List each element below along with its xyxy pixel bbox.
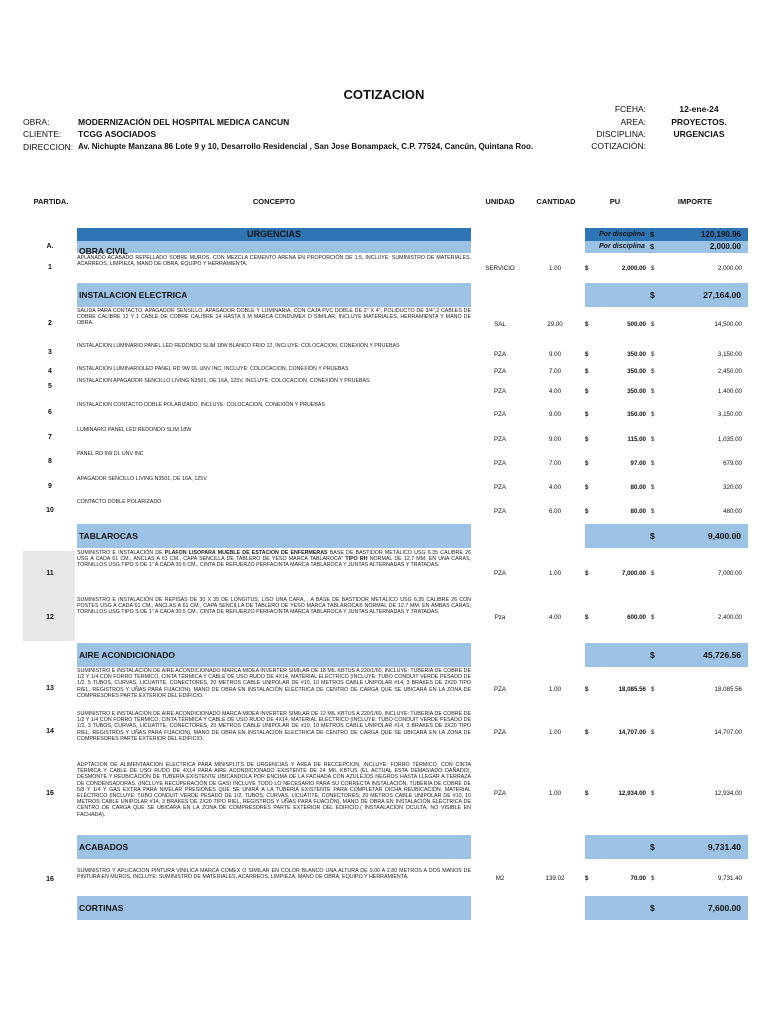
item-amount: 7,000.00 — [717, 570, 742, 577]
item-quantity: 9.00 — [548, 411, 562, 418]
item-amount: 14,707.00 — [714, 729, 742, 736]
item-amount: 2,450.00 — [717, 368, 742, 375]
item-unit-price: 2,000.00 — [621, 265, 646, 272]
item-amount: 3,150.00 — [717, 351, 742, 358]
item-quantity: 9.00 — [548, 436, 562, 443]
disciplina-value: URGENCIAS — [673, 129, 725, 139]
item-pu-currency: $ — [585, 508, 589, 515]
item-unit-price: 14,707.00 — [618, 729, 646, 736]
item-unit: Pza — [494, 614, 506, 621]
item-quantity: 7.00 — [548, 460, 562, 467]
item-description: SALIDA PARA CONTACTO, APAGADOR SENSILLO, APAGADOR DOBLE Y LUMINARIA, CON CAJA PVC DOBLE DE 2" X 4", POLIDUCTO DE 3/4",2 CABLES DE COBRE CALIBRE 12 Y 1 CABLE DE COBRE CALIBRE 14 HASTA 5 M MARCA CONDUMEX O SIMILAR, INCLUYE MATERIALES, HERRAMIENTA Y MANO DE OBRA. — [77, 308, 471, 327]
item-number: 8 — [48, 458, 52, 465]
item-unit-price: 350.00 — [627, 368, 646, 375]
desc-bold-part: TIPO RH — [345, 556, 368, 563]
item-description: CONTACTO DOBLE POLARIZADO — [77, 499, 162, 505]
item-number: 3 — [48, 349, 52, 356]
col-pu: PU — [609, 197, 621, 206]
item-quantity: 4.00 — [548, 614, 562, 621]
item-pu-currency: $ — [585, 460, 589, 467]
section-total-band-aire — [585, 643, 748, 667]
section-title-tablarocas: TABLAROCAS — [79, 531, 138, 541]
section-total-band-acabados — [585, 835, 748, 859]
item-unit-price: 600.00 — [627, 614, 646, 621]
item-number: 12 — [46, 614, 54, 621]
section-total-instalacion: 27,164.00 — [703, 290, 741, 300]
item-number: 2 — [48, 320, 52, 327]
item-unit: SERVICIO — [485, 265, 515, 272]
grand-total: 120,190.96 — [700, 230, 741, 239]
section-title-instalacion: INSTALACION ELECTRICA — [79, 290, 188, 300]
obra-value: MODERNIZACIÓN DEL HOSPITAL MEDICA CANCUN — [78, 117, 290, 127]
item-unit-price: 350.00 — [627, 351, 646, 358]
item-description: SUMINISTRO Y APLICACION PINTURA VINILICA MARCA COMEX O SIMILAR EN COLOR BLANCO UNA ALTURA DE 0.00 A 2.80 METROS A DOS MANOS DE PINTURA EN MUROS, INCLUYE: SUMINISTRO DE MATERIALES, ACARREOS, LIMPIEZA, MANO DE OBRA, EQUIPO Y HERRAMIENTA. — [77, 868, 471, 881]
desc-part: SUMINISTRO E INSTALACIÓN DE — [77, 550, 165, 556]
section-currency: $ — [650, 903, 655, 913]
item-pu-currency: $ — [585, 368, 589, 375]
item-number: 16 — [46, 790, 54, 797]
obra-label: OBRA: — [23, 117, 50, 127]
item-description: APLANADO ACABADO REPELLADO SOBRE MUROS, CON MEZCLA CEMENTO ARENA EN PROPORCIÓN DE 1:5, INCLUYE: SUMINISTRO DE MATERIALES, ACARREOS, LIMPIEZA, MANO DE OBRA, EQUIPO Y HERRAMIENTA. — [77, 255, 471, 268]
item-quantity: 29.00 — [547, 321, 563, 328]
item-imp-currency: $ — [651, 790, 655, 797]
item-quantity: 6.00 — [548, 508, 562, 515]
item-pu-currency: $ — [585, 484, 589, 491]
direccion-value: Av. Nichupte Manzana 86 Lote 9 y 10, Desarrollo Residencial , San Jose Bonampack, C.P. 77524, Cancún, Quintana Roo. — [78, 142, 534, 151]
item-imp-currency: $ — [651, 484, 655, 491]
item-quantity: 4.00 — [548, 388, 562, 395]
item-unit: SAL — [494, 321, 506, 328]
item-number: 6 — [48, 409, 52, 416]
item-imp-currency: $ — [651, 265, 655, 272]
section-total-tablarocas: 9,400.00 — [707, 531, 741, 541]
section-band-aire — [77, 643, 471, 667]
item-pu-currency: $ — [585, 614, 589, 621]
item-unit-price: 80.00 — [630, 508, 646, 515]
section-currency: $ — [650, 842, 655, 852]
section-currency: $ — [650, 531, 655, 541]
col-concepto: CONCEPTO — [252, 197, 296, 206]
item-quantity: 9.00 — [548, 351, 562, 358]
item-unit-price: 70.00 — [630, 875, 646, 882]
item-unit: PZA — [493, 351, 507, 358]
item-amount: 2,400.00 — [717, 614, 742, 621]
col-importe: IMPORTE — [677, 197, 713, 206]
item-pu-currency: $ — [585, 436, 589, 443]
item-amount: 679.00 — [723, 460, 742, 467]
item-pu-currency: $ — [585, 388, 589, 395]
item-unit: PZA — [493, 484, 507, 491]
item-quantity: 139.02 — [545, 875, 565, 882]
col-unidad: UNIDAD — [485, 197, 515, 206]
col-cantidad: CANTIDAD — [536, 197, 576, 206]
item-number: 7 — [48, 434, 52, 441]
cliente-label: CLIENTE: — [23, 129, 62, 139]
item-number: 10 — [46, 507, 54, 514]
item-pu-currency: $ — [585, 321, 589, 328]
item-description: LUMINARIO PANEL LED REDONDO SLIM 18W — [77, 427, 192, 433]
item-description: APAGADOR SENCILLO LIVING N3501, DE 16A, 125V. — [77, 476, 208, 482]
item-pu-currency: $ — [585, 790, 589, 797]
item-unit-price: 500.00 — [627, 321, 646, 328]
fecha-value: 12-ene-24 — [679, 104, 719, 114]
item-imp-currency: $ — [651, 508, 655, 515]
cliente-value: TCGG ASOCIADOS — [78, 129, 157, 139]
section-band-instalacion — [77, 283, 471, 307]
section-currency: $ — [650, 650, 655, 660]
section-total-band-tablarocas — [585, 524, 748, 548]
fecha-label: FCEHA: — [614, 104, 646, 114]
section-total-cortinas: 7,600.00 — [707, 903, 741, 913]
item-unit-price: 18,085.56 — [618, 686, 646, 693]
item-pu-currency: $ — [585, 729, 589, 736]
item-quantity: 7.00 — [548, 368, 562, 375]
item-number: 11 — [46, 570, 54, 577]
desc-part: NORMAL DE 12.7 MM. EN UNA CARAS, TORNILLOS USG TIPO S DE 1" A CADA 30.5 CM., CINTA DE REFUERZO PERFACINTA MARCA TABLAROCA Y JUNTAS ALTERNADAS Y TRATADAS. — [77, 556, 472, 569]
item-amount: 12,934.00 — [714, 790, 742, 797]
area-value: PROYECTOS. — [671, 117, 727, 127]
item-pu-currency: $ — [585, 411, 589, 418]
item-quantity: 1.00 — [548, 729, 562, 736]
item-imp-currency: $ — [651, 368, 655, 375]
section-title-cortinas: CORTINAS — [79, 903, 124, 913]
item-pu-currency: $ — [585, 265, 589, 272]
item-quantity: 1.00 — [548, 686, 562, 693]
item-unit-price: 80.00 — [630, 484, 646, 491]
item-unit-price: 115.00 — [627, 436, 646, 443]
item-unit: PZA — [493, 436, 507, 443]
total-band — [585, 228, 748, 241]
item-unit: M2 — [495, 875, 505, 882]
item-number: 16 — [46, 876, 54, 883]
item-amount: 480.00 — [723, 508, 742, 515]
item-pu-currency: $ — [585, 686, 589, 693]
item-quantity: 1.00 — [548, 570, 562, 577]
item-amount: 1,035.00 — [717, 436, 742, 443]
item-pu-currency: $ — [585, 570, 589, 577]
item-unit-price: 350.00 — [627, 411, 646, 418]
section-band-acabados — [77, 835, 471, 859]
obra-civil-band — [77, 241, 471, 256]
item-imp-currency: $ — [651, 351, 655, 358]
section-total-acabados: 9,731.40 — [707, 842, 741, 852]
item-description: PANEL RD 9W DL UNV INC — [77, 451, 144, 457]
urgencias-title: URGENCIAS — [246, 229, 301, 239]
obra-civil-title: OBRA CIVIL — [79, 246, 128, 256]
item-description: ADPTACION DE ALIMENTAACION ELECTRICA PARA MINISPLITS DE URGENCIAS Y AREA DE RECCEPCION, INCLUYE: FORRO TÉRMICO, CON CINTA TÉRMICA Y CABLE DE USO RUDO DE 4X14 PARA AIRE ACONDICIONADO EXISTENTE DE 24 MIL KBTUS (EL ACTUAL ESTA DEMASIADO DAÑADO), DESMONTE Y REUBICACIÓN DE TUBERÍA EXISTENTE UBICANDOLA POR ENCIMA DE LA FACHADA CON AZULEJOS NEGROS HASTA LLEGAR A TERRAZA DE CONDENSADORAS. (INCLUYE RECUPERACIÓN DE GAS) INCLUYE TODO LO NECESARIO PARA SU CORRECTA INSTALACIÓN, TUBERÍA DE COBRE DE 5/8 Y 1/4 Y GAS EXTRA PARA NIVELAR PRESIONES QUE SE UNIRÁ A LA TUBERÍA EXISTENTE PARA COMPLETAR DICHA REUBICACIÓN, MATERIAL ELÉCTRICO (INCLUYE: TUBO CONDUIT VERDE PESADO DE 1/2, TUBOS, CURVAS, LICUATITE, CONECTORES, 20 METROS CABLE UNIPOLAR DE #10, 10 METROS CABLE UNIPOLAR #14, 3 BRAKES DE 2X20 TIPO RIEL, REGISTROS Y UÑAS PARA FIJACIÓN), MANO DE OBRA EN INSTALACIÓN ELÉCTRICA DE CENTRO DE CARGA QUE SE UBICARÁ EN LA ZONA DE COMPRESORES PARTE EXTERIOR DEL EDIFICIO.( INSTAALACION OCULTA, NO VISIBLE EN FACHADA). — [77, 762, 471, 818]
item-number: 4 — [48, 368, 52, 375]
item-imp-currency: $ — [651, 436, 655, 443]
item-amount: 3,150.00 — [717, 411, 742, 418]
item-unit-price: 97.00 — [630, 460, 646, 467]
desc-part: BASE DE BASTIDOR METÁLICO USG 6.35 CALIBRE 26 USG A CADA 61 CM., ANCLAS A 61 CM., CAPA SENCILLA DE TABLERO DE YESO MARCA TABLAROCA" — [77, 550, 471, 563]
section-title-aire: AIRE ACONDICIONADO — [79, 650, 176, 660]
obra-civil-currency: $ — [650, 242, 655, 251]
item-unit-price: 350.00 — [627, 388, 646, 395]
item-imp-currency: $ — [651, 388, 655, 395]
area-label: AREA: — [620, 117, 646, 127]
item-unit: PZA — [493, 460, 507, 467]
obra-civil-total-band — [585, 241, 748, 253]
item-amount: 18,085.56 — [714, 686, 742, 693]
disciplina-label: DISCIPLINA: — [596, 129, 646, 139]
total-currency: $ — [650, 230, 655, 239]
item-amount: 1,400.00 — [717, 388, 742, 395]
item-number: 9 — [48, 483, 52, 490]
item-unit: PZA — [493, 686, 507, 693]
item-imp-currency: $ — [651, 686, 655, 693]
item-imp-currency: $ — [651, 729, 655, 736]
section-total-band-cortinas — [585, 896, 748, 920]
item-description: INSTALACION LUMINARIO PANEL LED REDONDO SLIM 18W BLANCO FRIO 12, INCLUYE: COLOCACION, CONEXIÓN Y PRUEBAS — [77, 343, 400, 349]
item-description: SUMINISTRO E INSTALACIÓN DE AIRE ACONDICIONADO MARCA MIDEA INVERTER SIMILAR DE 12 MIL KBTUS A 220/1/60, INCLUYE: TUBERÍA DE COBRE DE 1/2 Y 1/4 CON FORRO TÉRMICO, CINTA TÉRMICA Y CABLE DE USO RUDO DE 4X14, MATERIAL ELÉCTRICO (INCLUYE: TUBO CONDUIT VERDE PESADO DE 1/2, 3 TUBOS, CURVAS, LICUATITE, CONECTORES, 20 METROS CABLE UNIPOLAR DE #10, 10 METROS CABLE UNIPOLAR #14, 3 BRAKES DE 2X20 TIPO RIEL, REGISTROS Y UÑAS PARA FIJACIÓN), MANO DE OBRA EN INSTALACIÓN ELÉCTRICA DE CENTRO DE CARGA QUE SE UBICARÁ EN LA ZONA DE COMPRESORES PARTE EXTERIOR DEL EDIFICIO. — [77, 711, 471, 742]
direccion-label: DIRECCION: — [23, 142, 74, 152]
section-title-acabados: ACABADOS — [79, 842, 129, 852]
item-imp-currency: $ — [651, 411, 655, 418]
item-unit-price: 7,000.00 — [621, 570, 646, 577]
item-number: 5 — [48, 383, 52, 390]
section-band-cortinas — [77, 896, 471, 920]
item-imp-currency: $ — [651, 875, 655, 882]
section-total-band-instalacion — [585, 283, 748, 307]
por-disciplina-label: Por disciplina — [599, 231, 645, 238]
item-quantity: 1.00 — [548, 790, 562, 797]
item-number: 1 — [48, 264, 52, 271]
item-imp-currency: $ — [651, 614, 655, 621]
item-unit: PZA — [493, 508, 507, 515]
item-imp-currency: $ — [651, 570, 655, 577]
item-unit-price: 12,934.00 — [618, 790, 646, 797]
item-amount: 2,000.00 — [717, 265, 742, 272]
urgencias-band — [77, 228, 471, 241]
item-unit: PZA — [493, 790, 507, 797]
item-pu-currency: $ — [585, 875, 589, 882]
section-currency: $ — [650, 290, 655, 300]
item-description — [77, 550, 471, 569]
item-description: INSTALACION CONTACTO DOBLE POLARIZADO, INCLUYE: COLOCACION, CONEXIÓN Y PRUEBAS — [77, 402, 325, 408]
item-unit: PZA — [493, 729, 507, 736]
cotizacion-label: COTIZACIÓN: — [591, 141, 646, 151]
item-imp-currency: $ — [651, 460, 655, 467]
item-number: 14 — [46, 728, 54, 735]
item-description: INSTALACION LUMINARIOLED PANEL RD 9W DL UNV INC, INCLUYE: COLOCACION, CONEXIÓN Y PRUEBAS — [77, 366, 349, 372]
item-pu-currency: $ — [585, 351, 589, 358]
obra-civil-total: 2,000.00 — [709, 242, 741, 251]
item-unit: PZA — [493, 411, 507, 418]
section-letter: A. — [46, 243, 54, 250]
section-band-tablarocas — [77, 524, 471, 548]
section-total-aire: 45,726.56 — [703, 650, 741, 660]
item-amount: 320.00 — [723, 484, 742, 491]
item-imp-currency: $ — [651, 321, 655, 328]
item-number: 13 — [46, 685, 54, 692]
item-description: INSTALACION APAGADOR SENCILLO LIVING N3501, DE 16A, 125V, INCLUYE: COLOCACION, CONEXIÓN Y PRUEBAS — [77, 378, 370, 384]
item-quantity: 1.00 — [548, 265, 562, 272]
item-unit: PZA — [493, 388, 507, 395]
item-unit: PZA — [493, 570, 507, 577]
item-description: SUMINISTRO E INSTALACIÓN DE AIRE ACONDICIONADO MARCA MIDEA INVERTER SIMILAR DE 18 MIL KBTUS A 220/1/60, INCLUYE: TUBERÍA DE COBRE DE 1/2 Y 1/4 CON FORRO TÉRMICO, CINTA TÉRMICA Y CABLE DE USO RUDO DE 4X14, MATERIAL ELÉCTRICO (INCLUYE: TUBO CONDUIT VERDE PESADO DE 1/2, 5 TUBOS, CURVAS, LICUATITE, CONECTORES, 20 METROS CABLE UNIPOLAR DE #10, 10 METROS CABLE UNIPOLAR #14, 3 BRAKES DE 2X20 TIPO RIEL, REGISTROS Y UÑAS PARA FIJACIÓN), MANO DE OBRA EN INSTALACIÓN ELÉCTRICA DE CENTRO DE CARGA QUE SE UBICARÁ EN LA ZONA DE COMPRESORES PARTE EXTERIOR DEL EDIFICIO. — [77, 668, 471, 699]
obra-civil-por-disciplina: Por disciplina — [599, 243, 645, 250]
col-partida: PARTIDA. — [33, 197, 69, 206]
item-description: SUMINISTRO E INSTALACIÓN DE REPISAS DE 30 X 35 DE LONGITUS; LISO UNA CARA, , A BASE DE BASTIDOR METÁLICO USG 6.35 CALIBRE 26 CON POSTES USG A CADA 61 CM., ANCLAS A 61 CM., CAPA SENCILLA DE TABLERO DE YESO MARCA TABLAROCA® NORMAL DE 12.7 MM. EN AMBAS CARAS, TORNILLOS USG TIPO S DE 1" A CADA 30.5 CM., CINTA DE REFUERZO PERFACINTA MARCA TABLAROCA Y JUNTAS ALTERNADAS Y TRATADAS. — [77, 597, 471, 616]
item-unit: PZA — [493, 368, 507, 375]
item-amount: 9,731.40 — [717, 875, 742, 882]
document-title: COTIZACION — [343, 87, 425, 102]
desc-bold-part: PLAFON LISOPARA MUEBLE DE ESTACION DE ENFERMERAS — [164, 550, 328, 556]
item-quantity: 4.00 — [548, 484, 562, 491]
item-amount: 14,500.00 — [714, 321, 742, 328]
